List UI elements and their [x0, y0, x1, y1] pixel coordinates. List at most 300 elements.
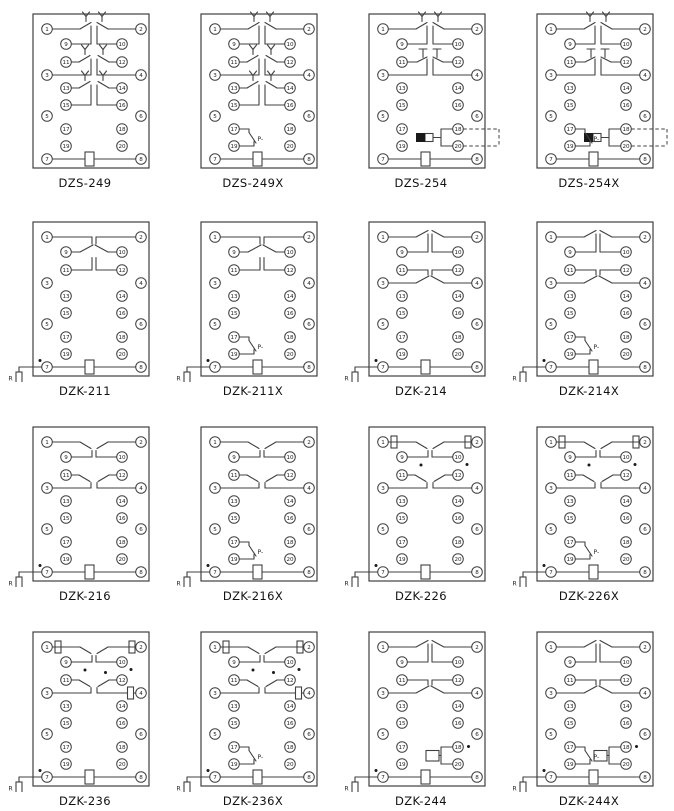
terminal-number: 4	[307, 281, 311, 288]
terminals-group	[42, 642, 147, 783]
terminal-number: 14	[286, 499, 294, 506]
terminal-number: 20	[118, 557, 126, 564]
terminal-number: 15	[398, 311, 406, 318]
terminal-number: 5	[45, 114, 49, 121]
terminal-number: 4	[139, 691, 143, 698]
terminal-number: 16	[622, 516, 630, 523]
terminal-number: 13	[566, 86, 574, 93]
nb_top_r	[433, 442, 444, 449]
terminal-number: 15	[230, 103, 238, 110]
terminal-number: 16	[622, 103, 630, 110]
terminal-number: 18	[286, 335, 294, 342]
terminal-number: 4	[307, 691, 311, 698]
terminal-number: 11	[230, 678, 238, 685]
terminal-number: 16	[286, 103, 294, 110]
terminal-number: 20	[622, 144, 630, 151]
p_contact	[249, 341, 256, 352]
terminal-number: 16	[118, 516, 126, 523]
terminal-number: 8	[307, 157, 311, 164]
nc_top_r	[95, 245, 108, 252]
relay-diagram-canvas	[505, 415, 673, 587]
terminal-number: 12	[118, 473, 126, 480]
terminal-number: 12	[118, 60, 126, 67]
nb_top_l	[248, 647, 259, 654]
terminal-number: 17	[62, 335, 70, 342]
terminal-number: 10	[286, 455, 294, 462]
terminal-number: 16	[454, 721, 462, 728]
nc_top_l	[248, 245, 261, 252]
terminal-number: 13	[62, 499, 70, 506]
diagram-dzs-249	[1, 0, 169, 196]
nb_top_l	[80, 442, 91, 449]
terminal-number: 3	[213, 281, 217, 288]
terminal-number: 5	[213, 322, 217, 329]
terminal-number: 9	[400, 250, 404, 257]
no_top_r	[432, 231, 444, 238]
terminal-number: 13	[62, 704, 70, 711]
y_mid_r	[103, 45, 107, 50]
ext_r-component	[184, 577, 190, 587]
no_mid_r	[599, 276, 612, 283]
terminals-group	[378, 232, 483, 373]
polarity-dot	[252, 669, 255, 672]
terminal-number: 16	[286, 516, 294, 523]
terminal-number: 20	[454, 762, 462, 769]
terminal-number: 6	[643, 732, 647, 739]
polarity-dot	[207, 359, 210, 362]
terminal-number: 10	[454, 42, 462, 49]
terminal-number: 11	[62, 473, 70, 480]
terminal-number: 13	[398, 704, 406, 711]
resistor-label: R	[8, 580, 13, 587]
terminal-number: 14	[622, 704, 630, 711]
terminal-number: 4	[475, 486, 479, 493]
terminal-number: 10	[622, 250, 630, 257]
terminal-number: 17	[230, 745, 238, 752]
no_top_r	[600, 641, 612, 648]
relay-diagram-canvas	[169, 210, 337, 382]
relay-outline	[33, 632, 149, 786]
terminal-number: 12	[286, 473, 294, 480]
y_mid_l	[247, 56, 258, 63]
terminal-number: 5	[45, 322, 49, 329]
terminal-number: 19	[398, 144, 406, 151]
y_mid_l	[253, 45, 257, 50]
terminal-number: 8	[475, 365, 479, 372]
y_mid_r	[271, 45, 275, 50]
relay-diagram-canvas	[337, 415, 505, 587]
terminal-number: 1	[45, 440, 49, 447]
y_top_r	[433, 23, 444, 30]
polarity-dot	[375, 769, 378, 772]
diagram-label: DZK-216	[59, 589, 111, 603]
terminals-group	[546, 437, 651, 578]
terminal-number: 20	[454, 352, 462, 359]
terminal-number: 14	[118, 294, 126, 301]
terminal-number: 19	[230, 557, 238, 564]
resistor-label: R	[512, 375, 517, 382]
terminal-number: 17	[62, 540, 70, 547]
p_contact	[585, 341, 592, 352]
diagram-dzk-244	[337, 606, 505, 811]
terminals-group	[378, 437, 483, 578]
coil-component	[253, 565, 262, 579]
terminal-number: 4	[643, 281, 647, 288]
terminal-number: 13	[398, 86, 406, 93]
terminal-number: 19	[566, 762, 574, 769]
terminal-number: 20	[286, 762, 294, 769]
terminal-number: 19	[62, 144, 70, 151]
terminal-number: 15	[398, 516, 406, 523]
terminal-number: 2	[643, 645, 647, 652]
nb_mid_r	[602, 475, 613, 482]
terminal-number: 10	[622, 660, 630, 667]
terminal-number: 9	[232, 455, 236, 462]
terminal-number: 14	[118, 704, 126, 711]
diagram-dzk-216	[1, 401, 169, 606]
polarity-dot	[298, 668, 301, 671]
terminal-number: 11	[230, 473, 238, 480]
terminal-number: 15	[398, 103, 406, 110]
terminal-number: 18	[118, 127, 126, 134]
terminal-number: 2	[643, 27, 647, 34]
y_top_l	[80, 23, 91, 30]
relay-diagram-canvas	[505, 620, 673, 792]
terminals-group	[210, 437, 315, 578]
ext_r-component	[352, 577, 358, 587]
nb_top_l	[80, 647, 91, 654]
terminal-number: 8	[139, 157, 143, 164]
terminal-number: 10	[622, 455, 630, 462]
res_t4-component	[128, 687, 134, 699]
terminal-number: 2	[643, 235, 647, 242]
p_contact-label: P-	[593, 754, 600, 761]
terminal-number: 13	[230, 294, 238, 301]
terminal-number: 7	[549, 157, 553, 164]
diagram-dzk-226	[337, 401, 505, 606]
nb_mid_l	[247, 680, 258, 687]
t_mid_l	[417, 57, 427, 62]
terminal-number: 20	[622, 557, 630, 564]
terminal-number: 9	[64, 42, 68, 49]
terminal-number: 1	[549, 645, 553, 652]
polarity-dot	[84, 669, 87, 672]
terminal-number: 6	[475, 322, 479, 329]
terminal-number: 10	[118, 455, 126, 462]
terminal-number: 13	[230, 86, 238, 93]
coil-component	[85, 770, 94, 784]
relay-outline	[201, 222, 317, 376]
terminal-number: 9	[400, 660, 404, 667]
terminal-number: 7	[45, 775, 49, 782]
diagram-label: DZK-211X	[222, 384, 284, 398]
terminal-number: 18	[118, 335, 126, 342]
no_top_l	[416, 231, 428, 238]
coil-component	[421, 565, 430, 579]
terminal-number: 10	[118, 660, 126, 667]
diagram-label: DZK-214	[395, 384, 447, 398]
t_mid_l	[585, 57, 595, 62]
ext_r-component	[520, 577, 526, 587]
terminal-number: 19	[230, 144, 238, 151]
terminal-number: 8	[643, 570, 647, 577]
contact-features-group	[9, 237, 136, 382]
coil-component	[85, 565, 94, 579]
nb_top_r	[601, 442, 612, 449]
terminal-number: 8	[307, 365, 311, 372]
terminal-number: 16	[454, 103, 462, 110]
terminal-number: 14	[622, 499, 630, 506]
terminal-number: 11	[62, 268, 70, 275]
diagram-dzk-211x	[169, 196, 337, 401]
resistor-label: R	[8, 375, 13, 382]
terminal-number: 2	[643, 440, 647, 447]
terminal-number: 5	[381, 732, 385, 739]
terminal-number: 12	[454, 268, 462, 275]
terminal-number: 17	[62, 745, 70, 752]
terminal-number: 7	[45, 570, 49, 577]
terminal-number: 5	[549, 527, 553, 534]
terminal-number: 17	[230, 335, 238, 342]
terminal-number: 20	[286, 557, 294, 564]
terminal-number: 15	[566, 721, 574, 728]
terminal-number: 12	[454, 60, 462, 67]
p_contact-label: P-	[257, 344, 264, 351]
terminal-number: 13	[230, 704, 238, 711]
diagram-dzs-249x	[169, 0, 337, 196]
y_mid_r	[266, 56, 277, 63]
terminal-number: 7	[213, 775, 217, 782]
terminal-number: 7	[549, 775, 553, 782]
terminal-number: 1	[549, 440, 553, 447]
relay-diagram-canvas	[169, 620, 337, 792]
resistor-label: R	[344, 375, 349, 382]
terminal-number: 20	[286, 144, 294, 151]
terminal-number: 15	[230, 516, 238, 523]
coil-component	[85, 152, 94, 166]
terminal-number: 3	[213, 486, 217, 493]
nb_top_r	[97, 647, 108, 654]
p_contact-label: P-	[257, 754, 264, 761]
terminal-number: 12	[622, 60, 630, 67]
coil-component	[589, 152, 598, 166]
terminal-number: 17	[62, 127, 70, 134]
resistor-label: R	[176, 375, 181, 382]
terminal-number: 18	[118, 540, 126, 547]
terminal-number: 2	[307, 440, 311, 447]
terminal-number: 12	[454, 473, 462, 480]
nb_top_l	[248, 442, 259, 449]
nb_mid_l	[247, 475, 258, 482]
terminal-number: 11	[566, 60, 574, 67]
terminal-number: 11	[566, 678, 574, 685]
y_mid_r	[98, 56, 109, 63]
nb_top_l	[584, 442, 595, 449]
terminal-number: 16	[286, 721, 294, 728]
terminal-number: 15	[398, 721, 406, 728]
y_mid_r	[268, 45, 272, 50]
terminal-number: 1	[213, 235, 217, 242]
polarity-dot	[588, 464, 591, 467]
terminal-number: 1	[549, 27, 553, 34]
p_contact	[249, 133, 256, 144]
terminal-number: 19	[566, 557, 574, 564]
relay-diagram-canvas	[337, 620, 505, 792]
terminal-number: 15	[566, 103, 574, 110]
terminal-number: 4	[139, 486, 143, 493]
nc_top_l	[80, 245, 93, 252]
terminal-number: 1	[45, 645, 49, 652]
diagram-label: DZS-249X	[222, 176, 284, 190]
terminal-number: 3	[381, 691, 385, 698]
terminal-number: 12	[286, 60, 294, 67]
res_t4-component	[296, 687, 302, 699]
terminal-number: 10	[454, 250, 462, 257]
terminal-number: 19	[566, 352, 574, 359]
terminal-number: 3	[213, 73, 217, 80]
terminals-group	[378, 24, 483, 165]
nb_top_l	[416, 442, 427, 449]
terminal-number: 5	[381, 322, 385, 329]
terminal-number: 19	[566, 144, 574, 151]
ext_r-component	[520, 782, 526, 792]
terminal-number: 1	[381, 645, 385, 652]
terminal-number: 15	[62, 516, 70, 523]
y_top_r	[265, 23, 276, 30]
relay-diagram-canvas	[505, 210, 673, 382]
diagram-dzk-236	[1, 606, 169, 811]
terminal-number: 10	[286, 660, 294, 667]
relay-outline	[537, 427, 653, 581]
terminal-number: 1	[213, 645, 217, 652]
no_mid_l	[584, 276, 597, 283]
terminals-group	[546, 24, 651, 165]
terminal-number: 4	[307, 73, 311, 80]
relay-diagram-canvas	[1, 620, 169, 792]
y_top_l	[416, 23, 427, 30]
terminal-number: 17	[566, 127, 574, 134]
relay-diagram-canvas	[169, 2, 337, 174]
nb_top_r	[265, 442, 276, 449]
terminal-number: 3	[549, 281, 553, 288]
p_contact	[585, 751, 592, 762]
terminal-number: 9	[568, 660, 572, 667]
no_mid_r	[431, 686, 444, 693]
ext_r-component	[352, 782, 358, 792]
polarity-dot	[104, 671, 107, 674]
terminal-number: 15	[566, 311, 574, 318]
ext_r-component	[184, 782, 190, 792]
terminal-number: 14	[454, 499, 462, 506]
relay-diagram-canvas	[1, 415, 169, 587]
terminal-number: 4	[139, 73, 143, 80]
terminal-number: 7	[213, 570, 217, 577]
p_contact-label: P-	[593, 136, 600, 143]
terminal-number: 17	[398, 540, 406, 547]
ext_r-component	[352, 372, 358, 382]
no_top_l	[416, 641, 428, 648]
terminal-number: 18	[454, 127, 462, 134]
y_low_l	[79, 82, 90, 89]
terminal-number: 19	[230, 762, 238, 769]
terminal-number: 5	[45, 527, 49, 534]
terminal-number: 2	[307, 235, 311, 242]
terminal-number: 4	[475, 691, 479, 698]
terminal-number: 14	[454, 704, 462, 711]
terminal-number: 17	[566, 540, 574, 547]
terminal-number: 9	[568, 42, 572, 49]
terminal-number: 19	[62, 762, 70, 769]
no_top_l	[584, 641, 596, 648]
terminal-number: 6	[139, 732, 143, 739]
polarity-dot	[39, 564, 42, 567]
terminal-number: 13	[398, 294, 406, 301]
polarity-dot	[466, 463, 469, 466]
terminal-number: 17	[398, 745, 406, 752]
terminal-number: 18	[286, 745, 294, 752]
terminal-number: 3	[45, 486, 49, 493]
nb_mid_r	[266, 680, 277, 687]
terminal-number: 11	[398, 268, 406, 275]
terminal-number: 16	[454, 311, 462, 318]
terminal-number: 7	[45, 365, 49, 372]
terminal-number: 1	[381, 440, 385, 447]
diagram-label: DZK-244X	[558, 794, 620, 808]
terminal-number: 6	[307, 732, 311, 739]
terminal-number: 14	[622, 86, 630, 93]
terminal-number: 19	[398, 762, 406, 769]
nb_mid_l	[583, 475, 594, 482]
terminal-number: 7	[549, 365, 553, 372]
terminal-number: 4	[475, 73, 479, 80]
terminal-number: 16	[622, 311, 630, 318]
no_top_r	[600, 231, 612, 238]
terminal-number: 6	[643, 322, 647, 329]
terminal-number: 11	[398, 678, 406, 685]
terminal-number: 18	[118, 745, 126, 752]
no_mid_l	[416, 276, 429, 283]
terminals-group	[546, 232, 651, 373]
y_low_r	[266, 82, 277, 89]
terminal-number: 14	[118, 499, 126, 506]
terminal-number: 13	[566, 294, 574, 301]
terminal-number: 14	[454, 294, 462, 301]
diagram-label: DZK-214X	[558, 384, 620, 398]
terminal-number: 19	[62, 557, 70, 564]
terminal-number: 8	[643, 365, 647, 372]
relay-diagram-canvas	[337, 210, 505, 382]
terminal-number: 6	[307, 527, 311, 534]
resistor-label: R	[512, 580, 517, 587]
y_top_l	[584, 23, 595, 30]
diagram-label: DZK-216X	[222, 589, 284, 603]
nb_mid_r	[98, 680, 109, 687]
terminal-number: 18	[286, 127, 294, 134]
p_contact	[249, 751, 256, 762]
terminal-number: 6	[139, 322, 143, 329]
polarity-dot	[543, 359, 546, 362]
diagram-dzk-214x	[505, 196, 673, 401]
cap_dzk-component	[426, 751, 439, 762]
terminal-number: 15	[62, 721, 70, 728]
nb_mid_l	[79, 680, 90, 687]
nb_mid_r	[434, 475, 445, 482]
terminal-number: 15	[566, 516, 574, 523]
relay-diagram-canvas	[1, 2, 169, 174]
terminal-number: 20	[622, 762, 630, 769]
cap_dzs-component	[425, 134, 433, 142]
terminal-number: 8	[307, 775, 311, 782]
